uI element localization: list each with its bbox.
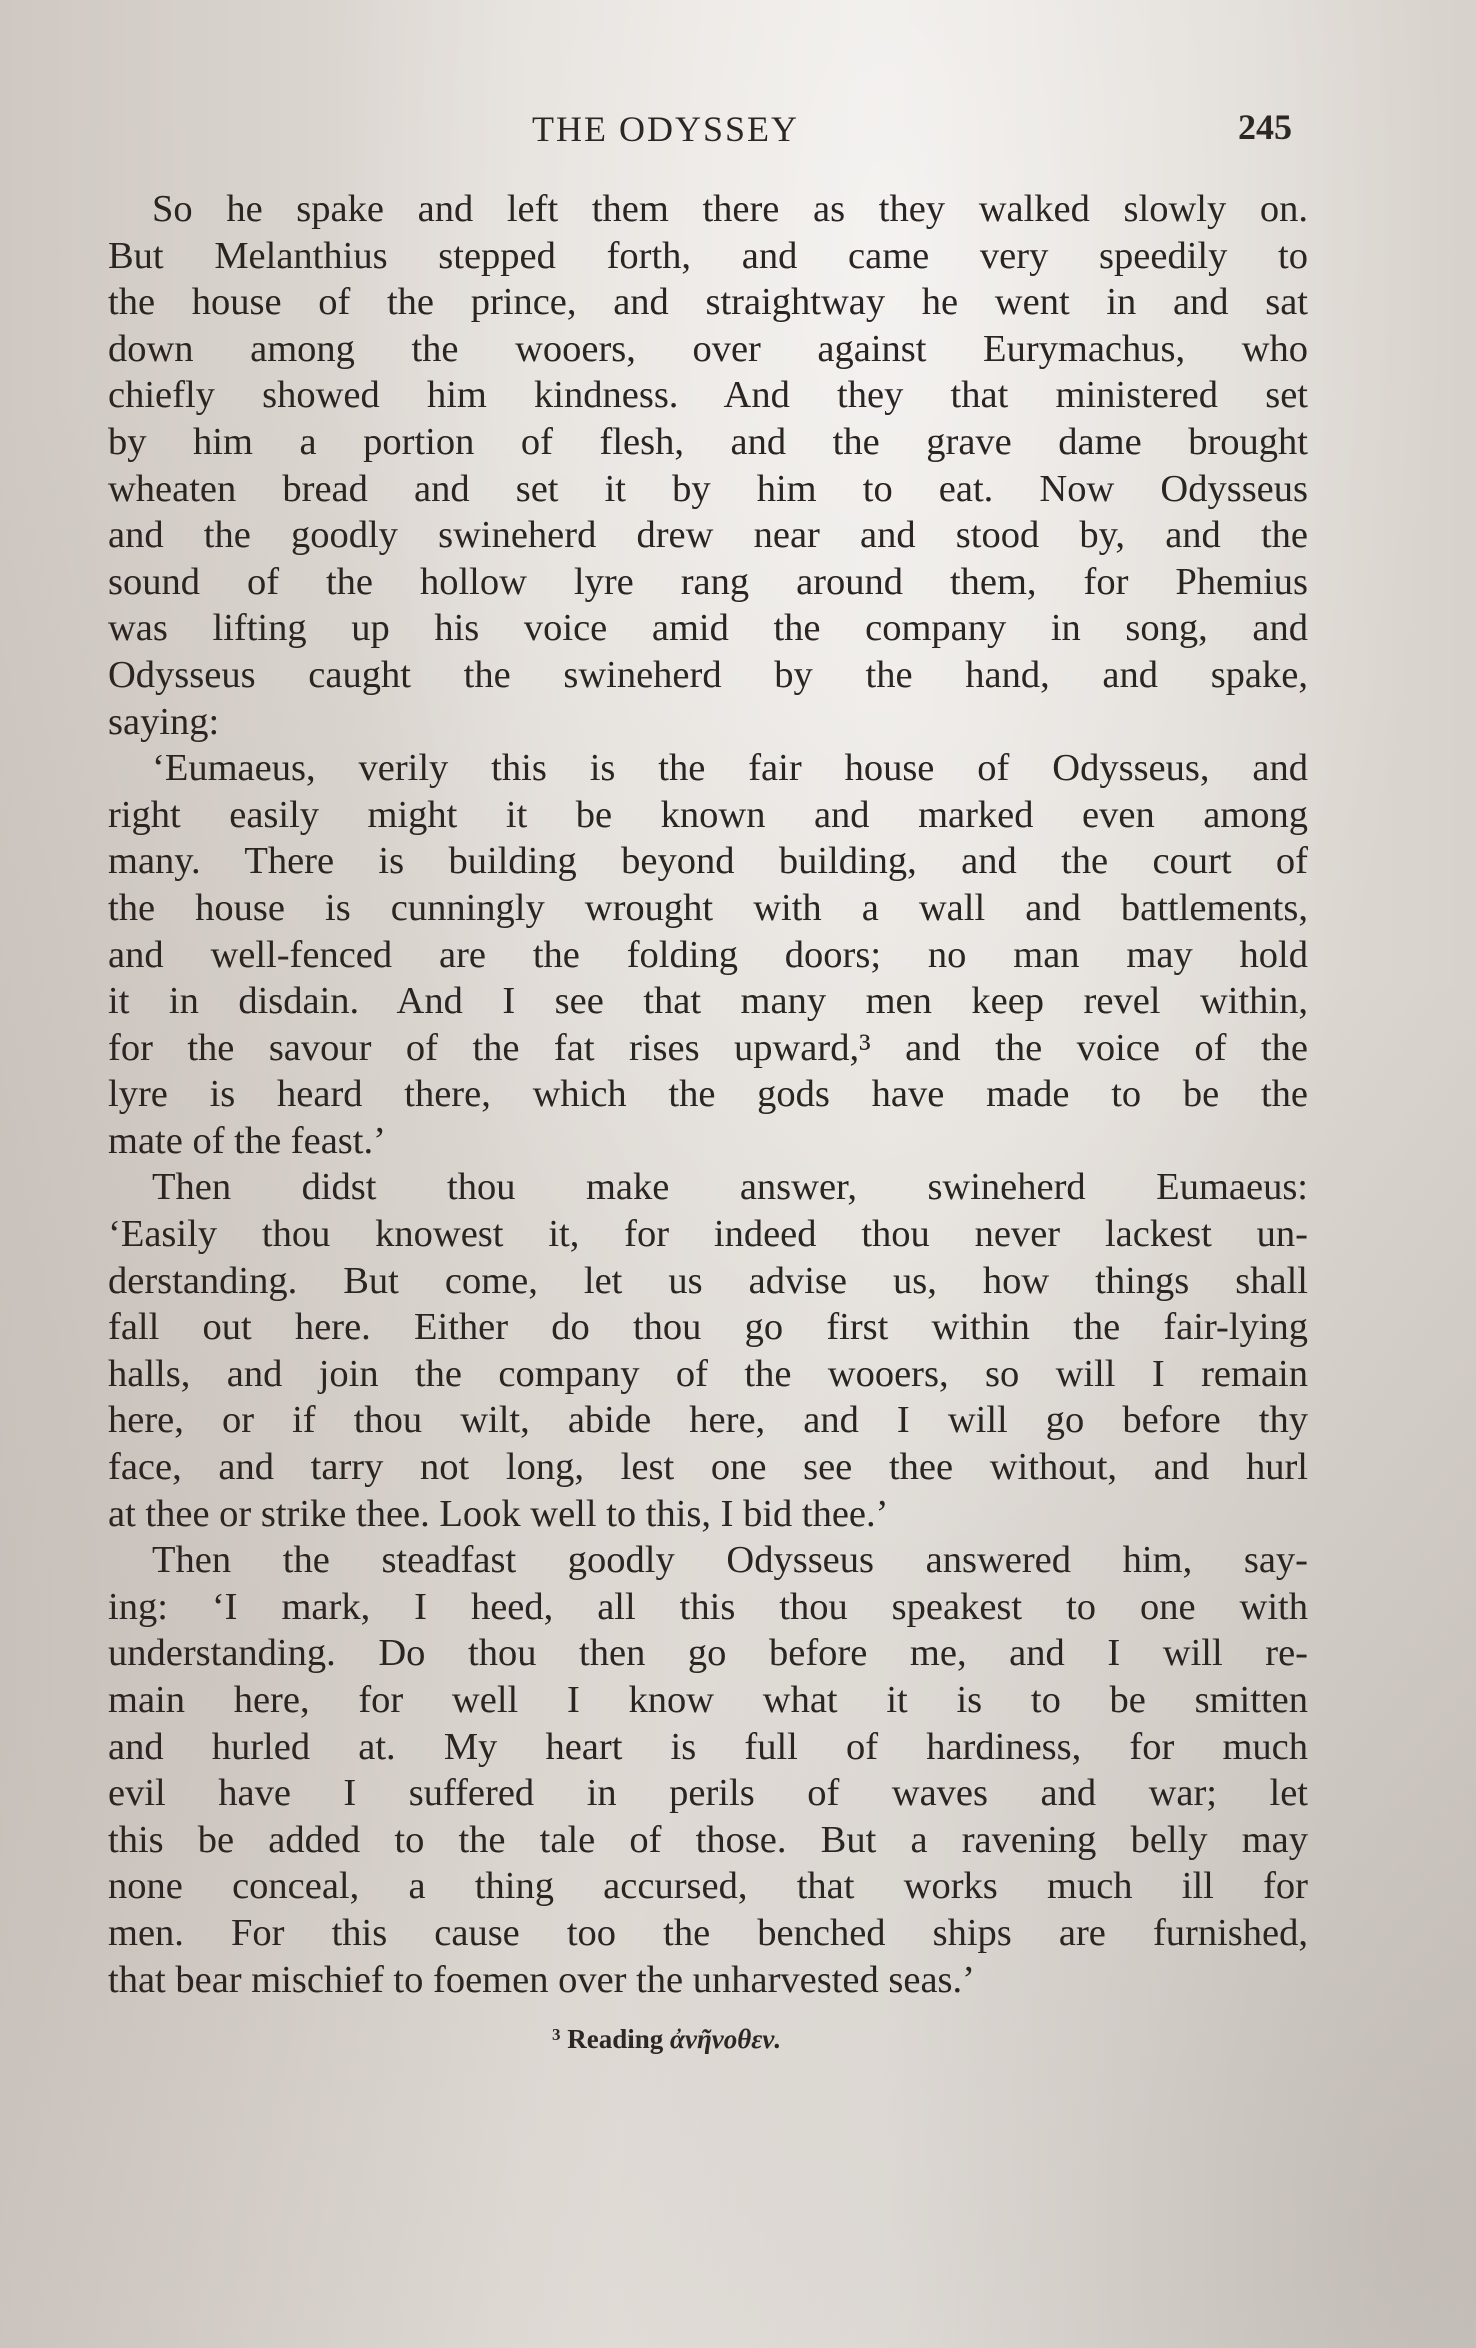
footnote [552, 2024, 781, 2055]
text-line: mate of the feast.’ [108, 1119, 386, 1162]
body-text [108, 186, 1308, 2003]
text-line: this be added to the tale of those. But a ravening belly may [108, 1818, 1308, 1861]
text-line: that bear mischief to foemen over the unharvested seas.’ [108, 1958, 975, 2001]
text-line: the house is cunningly wrought with a wall and battlements, [108, 886, 1308, 929]
text-line: by him a portion of flesh, and the grave dame brought [108, 420, 1308, 463]
text-line: evil have I suffered in perils of waves and war; let [108, 1772, 1308, 1815]
text-line: and the goodly swineherd drew near and stood by, and the [108, 514, 1308, 557]
text-line: was lifting up his voice amid the company in song, and [108, 607, 1308, 650]
text-line: saying: [108, 700, 220, 743]
text-line: So he spake and left them there as they walked slowly on. [152, 188, 1308, 230]
text-line: and hurled at. My heart is full of hardiness, for much [108, 1725, 1308, 1768]
text-line: main here, for well I know what it is to be smitten [108, 1679, 1308, 1721]
text-line: it in disdain. And I see that many men keep revel within, [108, 980, 1308, 1023]
text-line: down among the wooers, over against Eurymachus, who [108, 327, 1308, 370]
text-line: Then the steadfast goodly Odysseus answered him, say- [152, 1539, 1308, 1582]
running-head [0, 108, 1476, 158]
text-line: chiefly showed him kindness. And they that ministered set [108, 374, 1308, 417]
text-line: at thee or strike thee. Look well to this, I bid thee.’ [108, 1492, 889, 1535]
text-line: derstanding. But come, let us advise us, how things shall [108, 1259, 1308, 1302]
text-line: lyre is heard there, which the gods have made to be the [108, 1073, 1308, 1116]
text-line: wheaten bread and set it by him to eat. Now Odysseus [108, 467, 1308, 510]
text-line: sound of the hollow lyre rang around them, for Phemius [108, 560, 1308, 603]
text-line: the house of the prince, and straightway he went in and sat [108, 281, 1308, 324]
text-line: here, or if thou wilt, abide here, and I will go before thy [108, 1399, 1308, 1442]
text-line: But Melanthius stepped forth, and came very speedily to [108, 234, 1308, 277]
text-line: face, and tarry not long, lest one see thee without, and hurl [108, 1446, 1308, 1489]
text-line: halls, and join the company of the wooers, so will I remain [108, 1352, 1308, 1395]
text-line: right easily might it be known and marked even among [108, 793, 1308, 836]
text-line: none conceal, a thing accursed, that works much ill for [108, 1865, 1308, 1908]
text-line: ‘Easily thou knowest it, for indeed thou never lackest un- [108, 1213, 1308, 1256]
text-line: Then didst thou make answer, swineherd Eumaeus: [152, 1166, 1308, 1209]
footnote-greek-word: ἀνῆνοθεν. [670, 2024, 782, 2054]
book-title: THE ODYSSEY [532, 109, 800, 149]
text-line: and well-fenced are the folding doors; no man may hold [108, 933, 1308, 976]
text-line: ‘Eumaeus, verily this is the fair house of Odysseus, and [152, 747, 1308, 790]
footnote-marker: 3 [552, 2025, 561, 2044]
text-line: for the savour of the fat rises upward,³ and the voice of the [108, 1026, 1308, 1069]
text-line: many. There is building beyond building, and the court of [108, 840, 1308, 883]
footnote-label: Reading [567, 2024, 664, 2054]
text-line: understanding. Do thou then go before me, and I will re- [108, 1632, 1308, 1675]
text-line: men. For this cause too the benched ships are furnished, [108, 1911, 1308, 1954]
text-line: fall out here. Either do thou go first within the fair-lying [108, 1306, 1308, 1349]
text-line: ing: ‘I mark, I heed, all this thou speakest to one with [108, 1585, 1308, 1628]
text-line: Odysseus caught the swineherd by the hand, and spake, [108, 653, 1308, 696]
page-number: 245 [1238, 107, 1292, 147]
